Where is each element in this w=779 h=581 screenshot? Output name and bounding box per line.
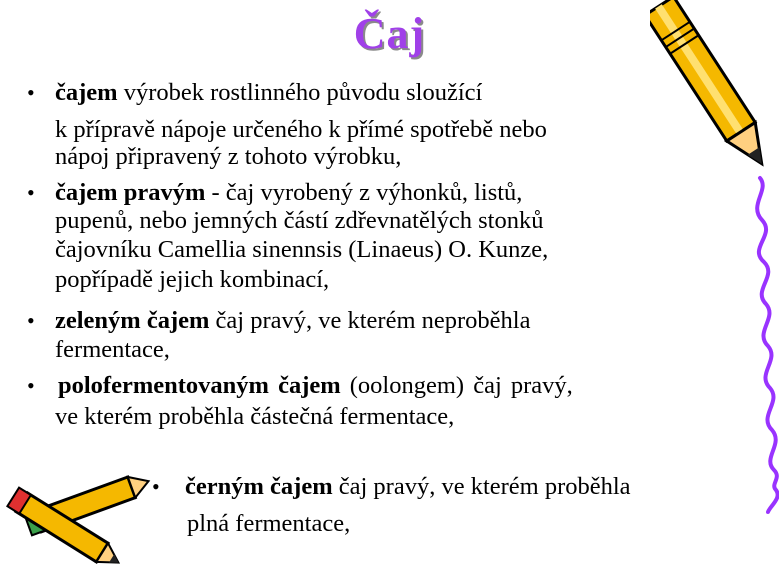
bullet-1-text: výrobek rostlinného původu sloužící bbox=[117, 79, 483, 106]
bullet-1-line: nápoj připravený z tohoto výrobku, bbox=[55, 143, 402, 170]
bullet-4-text: (oolongem) čaj pravý, bbox=[340, 372, 573, 399]
bullet-1-term: čajem bbox=[55, 79, 118, 106]
bullet-marker: • bbox=[27, 80, 35, 105]
bullet-marker: • bbox=[27, 180, 35, 205]
bullet-2-line: čajovníku Camellia sinennsis (Linaeus) O. Kunze, bbox=[55, 236, 549, 263]
bullet-1-line: k přípravě nápoje určeného k přímé spotřebě nebo bbox=[55, 116, 547, 143]
slide-title: Čaj bbox=[353, 9, 426, 58]
bullet-2-text: - čaj vyrobený z výhonků, listů, bbox=[205, 179, 523, 206]
bullet-5-text: čaj pravý, ve kterém proběhla bbox=[332, 473, 631, 500]
bullet-3-text: čaj pravý, ve kterém neproběhla bbox=[209, 307, 531, 334]
bullet-marker: • bbox=[152, 474, 160, 499]
bullet-4-first-line bbox=[58, 372, 573, 399]
bullet-1-first-line bbox=[55, 79, 482, 106]
bullet-2-first-line bbox=[55, 179, 522, 206]
bullet-3-first-line bbox=[55, 307, 530, 334]
bullet-2-line: popřípadě jejich kombinací, bbox=[55, 266, 330, 293]
bullet-3-term: zeleným čajem bbox=[55, 307, 210, 334]
bullet-4-term: polofermentovaným čajem bbox=[58, 372, 341, 399]
bullet-5-term: černým čajem bbox=[185, 473, 333, 500]
bullet-4-line: ve kterém proběhla částečná fermentace, bbox=[55, 403, 455, 430]
bullet-5-line: plná fermentace, bbox=[187, 510, 351, 537]
bullet-marker: • bbox=[27, 308, 35, 333]
bullet-2-term: čajem pravým bbox=[55, 179, 206, 206]
bullet-5-first-line bbox=[185, 473, 631, 500]
bullet-marker: • bbox=[27, 373, 35, 398]
bullet-2-line: pupenů, nebo jemných částí zdřevnatělých stonků bbox=[55, 207, 544, 234]
bullet-3-line: fermentace, bbox=[55, 336, 170, 363]
